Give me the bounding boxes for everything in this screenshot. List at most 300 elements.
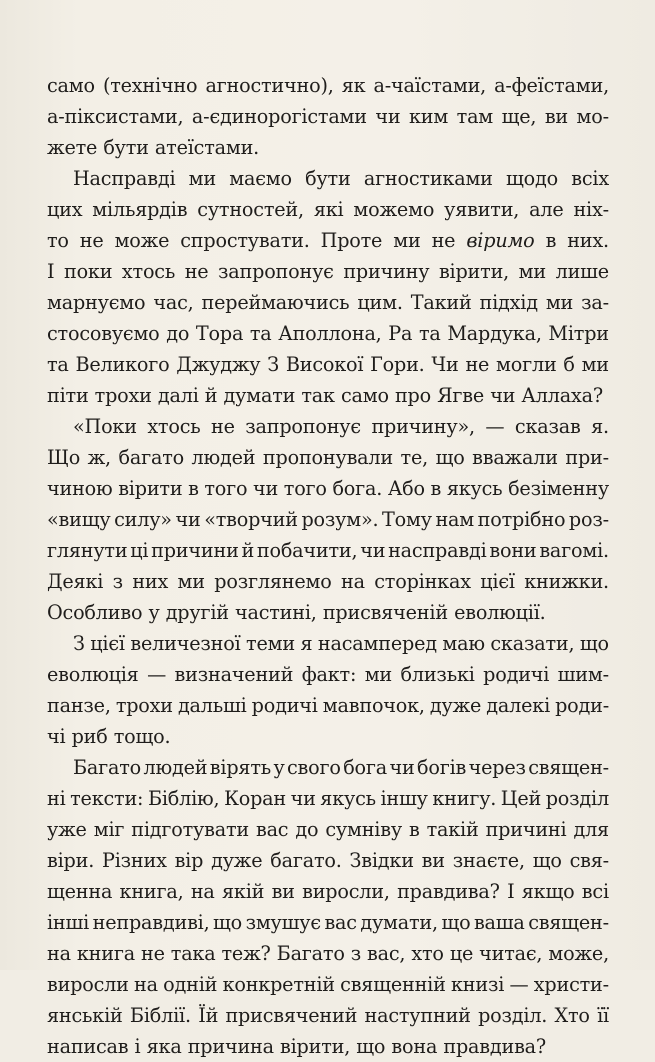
- word: всіх: [571, 167, 609, 190]
- text-line: [47, 566, 609, 597]
- word: запропонує: [218, 260, 334, 283]
- word: маємо: [229, 167, 292, 190]
- word: на: [341, 570, 365, 593]
- word: другій: [165, 601, 229, 624]
- word: теми: [246, 632, 295, 655]
- word: лише: [555, 260, 609, 283]
- word: уявити,: [444, 198, 520, 221]
- word: сторінках: [374, 570, 471, 593]
- word: думати: [223, 384, 296, 407]
- word: богів: [417, 756, 467, 779]
- word: я.: [591, 415, 609, 438]
- body-text: [47, 70, 609, 1062]
- word: І: [507, 880, 515, 903]
- word: хтось: [147, 415, 201, 438]
- word: Мітри: [548, 322, 609, 345]
- word: атеїстами.: [154, 136, 260, 159]
- word: сказати,: [490, 632, 575, 655]
- word: роди-: [555, 694, 609, 717]
- word: і: [134, 1035, 141, 1058]
- text-line: [47, 504, 609, 535]
- word: Аллаха?: [521, 384, 603, 407]
- word: «вищу: [47, 508, 111, 531]
- word: це: [449, 942, 474, 965]
- word: всі: [581, 880, 609, 903]
- word: вірити,: [438, 260, 510, 283]
- text-line: [47, 752, 609, 783]
- word: вір: [174, 849, 204, 872]
- word: вони: [489, 539, 537, 562]
- text-line: [47, 132, 609, 163]
- word: близькі: [400, 663, 475, 686]
- word: Біблію,: [147, 787, 220, 810]
- word: запропонує: [245, 415, 361, 438]
- word: що: [356, 1035, 386, 1058]
- word: марнуємо: [47, 291, 146, 314]
- word: цих: [47, 198, 83, 221]
- text-line: [47, 969, 609, 1000]
- word: міг: [93, 818, 125, 841]
- word: вас: [324, 911, 357, 934]
- word: в: [188, 477, 199, 500]
- word: поки: [63, 260, 113, 283]
- word: багато.: [270, 849, 342, 872]
- text-line: [47, 287, 609, 318]
- word: не: [184, 260, 209, 283]
- word: а-чаїстами,: [373, 74, 487, 97]
- word: читає,: [479, 942, 543, 965]
- word: священ-: [528, 756, 609, 779]
- word: частині,: [235, 601, 317, 624]
- word: потрібно: [477, 508, 566, 531]
- word: ви: [421, 849, 445, 872]
- word: може,: [548, 942, 609, 965]
- word: інші: [47, 911, 90, 934]
- word: родичі: [251, 694, 318, 717]
- word: а-феїстами,: [494, 74, 609, 97]
- word: цим.: [357, 291, 403, 314]
- word: як: [341, 74, 366, 97]
- word: Джуджу: [176, 353, 261, 376]
- word: насправді: [388, 539, 487, 562]
- word: книжки.: [524, 570, 609, 593]
- word: Особливо: [47, 601, 143, 624]
- word: розділ: [545, 787, 609, 810]
- word: Або: [387, 477, 425, 500]
- word: Звідки: [349, 849, 414, 872]
- word: неправдиві,: [92, 911, 210, 934]
- word: бути: [305, 167, 351, 190]
- word: можемо: [353, 198, 435, 221]
- word: риб: [71, 725, 108, 748]
- text-line: [47, 783, 609, 814]
- text-line: [47, 256, 609, 287]
- word: чи: [375, 105, 401, 128]
- word: Їй: [198, 1004, 219, 1027]
- word: якусь: [446, 477, 503, 500]
- word: Чи: [431, 353, 459, 376]
- word: Різних: [101, 849, 167, 872]
- word: розум».: [301, 508, 379, 531]
- word: факт:: [301, 663, 357, 686]
- word: вірити,: [280, 1035, 351, 1058]
- word: які: [313, 198, 344, 221]
- word: глянути: [47, 539, 128, 562]
- text-line: [47, 349, 609, 380]
- word: Багато: [73, 756, 141, 779]
- word: чи: [253, 477, 279, 500]
- word: що: [435, 446, 465, 469]
- word: З: [73, 632, 85, 655]
- word: правдива?: [397, 880, 500, 903]
- text-line: [47, 70, 609, 101]
- word: агностиками: [363, 167, 493, 190]
- word: силу»: [114, 508, 172, 531]
- word: виросли,: [302, 880, 390, 903]
- word: ніх-: [573, 198, 609, 221]
- text-line: [47, 380, 609, 411]
- word: христи-: [533, 973, 609, 996]
- text-line: [47, 907, 609, 938]
- word: далекі: [486, 694, 551, 717]
- word: родичі: [483, 663, 550, 686]
- text-line: [47, 814, 609, 845]
- word: не: [465, 353, 490, 376]
- word: ми: [581, 353, 609, 376]
- word: що: [441, 911, 471, 934]
- word: —: [147, 663, 167, 686]
- word: якусь: [320, 787, 376, 810]
- text-line: [47, 1000, 609, 1031]
- word: дуже: [211, 849, 263, 872]
- word: наступний: [364, 1004, 471, 1027]
- word: переймаючись: [201, 291, 350, 314]
- word: віри.: [47, 849, 95, 872]
- word: Коран: [224, 787, 286, 810]
- word: сутностей,: [197, 198, 304, 221]
- word: щодо: [506, 167, 558, 190]
- word: ви: [271, 880, 295, 903]
- word: свя-: [569, 849, 609, 872]
- word: безіменну: [508, 477, 609, 500]
- word: при-: [565, 446, 609, 469]
- word: там: [456, 105, 494, 128]
- word: могли: [496, 353, 557, 376]
- word: —: [485, 415, 505, 438]
- word: еволюції.: [454, 601, 546, 624]
- text-line: [47, 163, 609, 194]
- word: чиною: [47, 477, 113, 500]
- word: ще,: [501, 105, 537, 128]
- text-line: [47, 876, 609, 907]
- word: не: [79, 229, 104, 252]
- word: Проте: [320, 229, 383, 252]
- word: й: [204, 384, 218, 407]
- word: про: [394, 384, 431, 407]
- word: священ-: [528, 911, 609, 934]
- word: дуже: [429, 694, 482, 717]
- word: Багато: [276, 942, 345, 965]
- word: Хто: [554, 1004, 590, 1027]
- word: причині: [485, 818, 567, 841]
- word: мавпочок,: [322, 694, 425, 717]
- word: пропонували: [262, 446, 393, 469]
- word: змушує: [245, 911, 321, 934]
- word: книзі: [451, 973, 505, 996]
- word: розділ.: [478, 1004, 548, 1027]
- word: бога: [343, 756, 387, 779]
- word: причину: [343, 260, 430, 283]
- word: на: [134, 973, 158, 996]
- word: хто: [411, 942, 444, 965]
- word: величезної: [130, 632, 241, 655]
- word: Ра: [388, 322, 413, 345]
- word: чі: [47, 725, 66, 748]
- word: вагомі.: [539, 539, 609, 562]
- word: визначений: [174, 663, 294, 686]
- word: те,: [400, 446, 429, 469]
- text-line: [47, 659, 609, 690]
- word: ми: [518, 260, 546, 283]
- word: —: [509, 973, 529, 996]
- word: ким: [409, 105, 449, 128]
- word: чи: [360, 539, 386, 562]
- word: конкретній: [222, 973, 335, 996]
- word: та: [418, 322, 441, 345]
- word: та: [47, 353, 69, 376]
- word: її: [597, 1004, 609, 1027]
- word: вважали: [472, 446, 558, 469]
- word: піти: [47, 384, 89, 407]
- word: якій: [222, 880, 265, 903]
- word: для: [573, 818, 609, 841]
- word: людей: [191, 446, 256, 469]
- word: що: [532, 849, 562, 872]
- word: книгу.: [432, 787, 497, 810]
- text-line: [47, 101, 609, 132]
- word: Біблії.: [129, 1004, 191, 1027]
- word: ці: [130, 539, 149, 562]
- word: цієї: [90, 632, 125, 655]
- word: одній: [163, 973, 218, 996]
- word: іншу: [380, 787, 428, 810]
- text-line: [47, 845, 609, 876]
- word: священній: [340, 973, 446, 996]
- word: далі: [157, 384, 199, 407]
- word: з: [350, 942, 361, 965]
- word: Насправді: [73, 167, 176, 190]
- word: людей: [143, 756, 208, 779]
- word: Великого: [75, 353, 170, 376]
- word: виросли: [47, 973, 129, 996]
- word: чи: [490, 384, 516, 407]
- word: роз-: [568, 508, 609, 531]
- text-line: [47, 194, 609, 225]
- word: них: [132, 570, 169, 593]
- word: «Поки: [73, 415, 137, 438]
- word: вiримо: [466, 229, 535, 252]
- word: стосовуємо: [47, 322, 160, 345]
- word: еволюція: [47, 663, 139, 686]
- word: а-єдинорогістами: [191, 105, 367, 128]
- word: книга: [76, 942, 135, 965]
- word: не: [211, 415, 235, 438]
- text-line: [47, 721, 609, 752]
- word: Такий: [410, 291, 472, 314]
- word: сумніву: [325, 818, 402, 841]
- word: тощо.: [113, 725, 171, 748]
- text-line: [47, 442, 609, 473]
- word: (технічно: [102, 74, 198, 97]
- word: підготувати: [131, 818, 249, 841]
- word: у: [148, 601, 160, 624]
- text-line: [47, 690, 609, 721]
- word: вас: [255, 818, 289, 841]
- word: Високої: [285, 353, 364, 376]
- word: ми: [545, 291, 574, 314]
- word: свого: [287, 756, 341, 779]
- word: мільярдів: [92, 198, 188, 221]
- word: цієї: [480, 570, 515, 593]
- word: шим-: [557, 663, 609, 686]
- word: чи: [175, 508, 201, 531]
- word: чи: [389, 756, 415, 779]
- word: б: [563, 353, 575, 376]
- word: «творчий: [204, 508, 298, 531]
- word: сказав: [514, 415, 581, 438]
- word: бога.: [332, 477, 383, 500]
- text-line: [47, 411, 609, 442]
- text-line: [47, 1031, 609, 1062]
- word: ви: [544, 105, 569, 128]
- word: ваша: [473, 911, 525, 934]
- word: до: [166, 322, 190, 345]
- word: само: [47, 74, 95, 97]
- word: написав: [47, 1035, 129, 1058]
- word: вона: [391, 1035, 438, 1058]
- word: спростувати.: [180, 229, 310, 252]
- word: не: [431, 229, 456, 252]
- word: трохи: [94, 384, 152, 407]
- word: уже: [47, 818, 87, 841]
- word: ми: [177, 570, 205, 593]
- word: присвячений: [225, 1004, 358, 1027]
- word: ж,: [87, 446, 111, 469]
- text-line: [47, 628, 609, 659]
- text-line: [47, 938, 609, 969]
- word: я: [300, 632, 313, 655]
- word: книга,: [119, 880, 184, 903]
- word: в: [545, 229, 557, 252]
- word: трохи: [115, 694, 173, 717]
- word: щенна: [47, 880, 113, 903]
- word: того: [204, 477, 248, 500]
- word: підхід: [479, 291, 538, 314]
- word: причина: [187, 1035, 274, 1058]
- word: на: [47, 942, 71, 965]
- word: Ягве: [437, 384, 485, 407]
- word: багато: [118, 446, 184, 469]
- word: яка: [146, 1035, 182, 1058]
- word: через: [468, 756, 526, 779]
- word: присвяченій: [322, 601, 448, 624]
- word: бути: [103, 136, 149, 159]
- word: що: [579, 632, 609, 655]
- word: агностично),: [205, 74, 334, 97]
- word: й: [241, 539, 255, 562]
- word: само: [340, 384, 389, 407]
- word: Що: [47, 446, 81, 469]
- word: дальші: [177, 694, 247, 717]
- word: теж?: [221, 942, 271, 965]
- word: Мардука,: [447, 322, 542, 345]
- word: ми: [188, 167, 216, 190]
- text-line: [47, 225, 609, 256]
- word: З: [267, 353, 279, 376]
- word: янській: [47, 1004, 123, 1027]
- word: що: [213, 911, 243, 934]
- word: правдива?: [443, 1035, 547, 1058]
- word: вас,: [367, 942, 406, 965]
- word: якщо: [521, 880, 575, 903]
- word: причину»,: [371, 415, 475, 438]
- text-line: [47, 597, 609, 628]
- word: них.: [567, 229, 609, 252]
- word: час,: [153, 291, 194, 314]
- word: ми: [364, 663, 393, 686]
- word: ми: [393, 229, 421, 252]
- word: тексти:: [70, 787, 144, 810]
- word: Аполлона,: [278, 322, 382, 345]
- text-line: [47, 318, 609, 349]
- word: а-піксистами,: [47, 105, 184, 128]
- word: з: [112, 570, 123, 593]
- word: мо-: [576, 105, 609, 128]
- word: побачити,: [256, 539, 358, 562]
- word: жете: [47, 136, 98, 159]
- word: до: [295, 818, 319, 841]
- text-line: [47, 535, 609, 566]
- text-line: [47, 473, 609, 504]
- word: на: [190, 880, 215, 903]
- word: причини: [151, 539, 239, 562]
- word: може: [114, 229, 170, 252]
- word: хтось: [121, 260, 176, 283]
- word: Цей: [500, 787, 542, 810]
- word: у: [273, 756, 285, 779]
- word: маю: [442, 632, 485, 655]
- word: то: [47, 229, 69, 252]
- word: такій: [426, 818, 479, 841]
- word: нам: [435, 508, 474, 531]
- word: насамперед: [317, 632, 437, 655]
- word: того: [283, 477, 327, 500]
- word: Деякі: [47, 570, 104, 593]
- word: Гори.: [370, 353, 425, 376]
- word: вірити: [118, 477, 183, 500]
- word: в: [430, 477, 442, 500]
- word: Тому: [382, 508, 432, 531]
- word: знаєте,: [452, 849, 525, 872]
- word: думати,: [360, 911, 438, 934]
- word: за-: [581, 291, 609, 314]
- word: та: [249, 322, 272, 345]
- word: розглянемо: [214, 570, 332, 593]
- word: чи: [290, 787, 316, 810]
- word: І: [47, 260, 55, 283]
- word: так: [301, 384, 335, 407]
- word: не: [140, 942, 165, 965]
